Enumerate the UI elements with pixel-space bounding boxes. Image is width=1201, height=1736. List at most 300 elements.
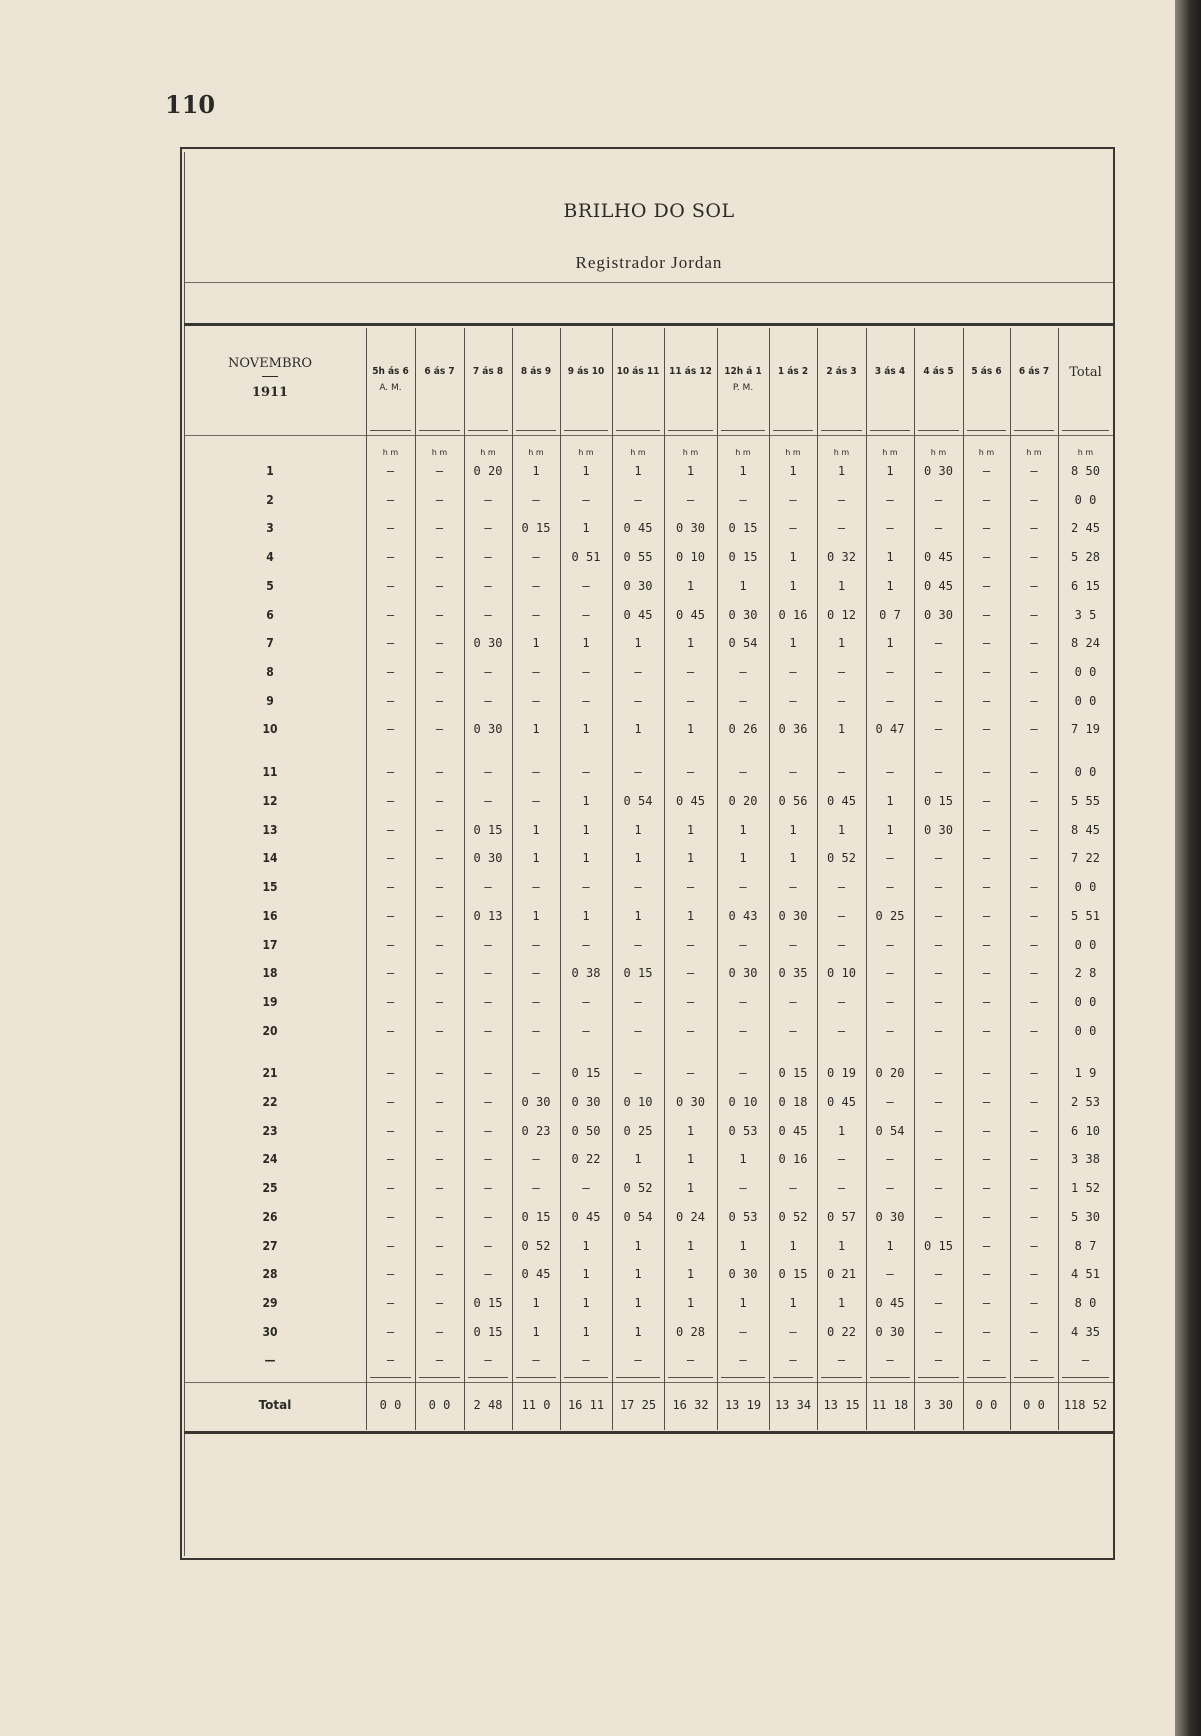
page-number: 110 — [165, 90, 216, 119]
day-label: 12 — [262, 794, 278, 808]
table-cell: — — [837, 521, 846, 536]
header-rule-tick — [516, 430, 556, 431]
table-cell: — — [484, 607, 492, 622]
table-cell: — — [739, 1353, 747, 1368]
table-cell: — — [484, 794, 492, 808]
month-dash — [262, 376, 278, 377]
day-label: 22 — [262, 1095, 278, 1109]
table-cell: 0 45 — [827, 1095, 856, 1109]
table-cell: 1 — [686, 1267, 695, 1282]
table-cell: 1 — [686, 822, 695, 837]
table-cell: — — [739, 664, 747, 679]
table-cell: — — [435, 880, 444, 895]
table-cell: — — [435, 966, 444, 981]
total-cell: 13 34 — [774, 1398, 812, 1412]
total-cell: 0 0 — [975, 1398, 998, 1412]
table-cell: — — [386, 722, 395, 737]
column-header: 8 ás 9 — [520, 366, 552, 377]
day-label: 18 — [262, 966, 278, 981]
column-header: 2 ás 3 — [826, 366, 857, 377]
total-rule-tick — [668, 1377, 713, 1378]
day-label: 20 — [262, 1023, 278, 1038]
table-cell: — — [1030, 1267, 1038, 1282]
day-label: 11 — [262, 765, 278, 780]
table-cell: — — [789, 521, 797, 536]
table-cell: 0 45 — [623, 607, 653, 622]
table-cell: — — [934, 492, 943, 507]
unit-label: h m — [528, 448, 544, 457]
total-cell: 13 19 — [724, 1398, 762, 1412]
table-cell: 1 — [837, 1123, 846, 1138]
table-cell: 1 — [634, 908, 642, 923]
table-cell: — — [532, 937, 540, 952]
table-cell: 3 5 — [1074, 607, 1097, 622]
table-cell: 1 52 — [1071, 1181, 1100, 1196]
total-rule-tick — [721, 1377, 765, 1378]
table-cell: 0 45 — [623, 521, 653, 536]
unit-label: h m — [578, 448, 594, 457]
day-label: 2 — [266, 492, 274, 507]
table-cell: — — [435, 722, 444, 737]
table-cell: 0 51 — [571, 550, 601, 565]
table-cell: 1 — [886, 794, 894, 808]
total-rule-tick — [773, 1377, 813, 1378]
table-cell: — — [532, 1353, 540, 1368]
table-cell: 0 30 — [778, 908, 808, 923]
table-cell: — — [532, 693, 540, 708]
table-cell: 0 30 — [875, 1209, 905, 1224]
total-cell: 17 25 — [619, 1398, 657, 1412]
day-label: 14 — [262, 851, 278, 866]
total-cell: 3 30 — [924, 1398, 953, 1412]
table-cell: — — [789, 765, 797, 780]
table-cell: — — [484, 664, 492, 679]
table-cell: 8 24 — [1071, 636, 1100, 651]
table-cell: — — [582, 492, 590, 507]
table-cell: 1 — [582, 822, 590, 837]
table-cell: — — [982, 464, 991, 478]
table-cell: — — [484, 1066, 492, 1081]
total-rule-tick — [616, 1377, 660, 1378]
table-cell: 0 15 — [623, 966, 653, 981]
table-cell: — — [386, 794, 395, 808]
table-cell: — — [484, 880, 492, 895]
table-cell: — — [435, 1267, 444, 1282]
table-cell: — — [582, 1181, 590, 1196]
table-cell: 0 43 — [728, 908, 758, 923]
table-cell: — — [386, 851, 395, 866]
column-header: 12h á 1 — [724, 366, 762, 377]
table-cell: — — [837, 1353, 846, 1368]
table-cell: — — [886, 1152, 894, 1167]
table-cell: — — [1030, 1353, 1038, 1368]
table-cell: — — [886, 693, 894, 708]
frame-inner-line — [184, 152, 185, 1556]
table-cell: 0 15 — [473, 1295, 503, 1310]
table-cell: 1 — [634, 722, 642, 737]
table-cell: — — [582, 994, 590, 1009]
day-label: 28 — [262, 1267, 278, 1282]
total-cell: 0 0 — [428, 1398, 451, 1412]
table-cell: 0 30 — [676, 521, 705, 536]
table-cell: 0 0 — [1074, 765, 1097, 780]
table-cell: — — [837, 1023, 846, 1038]
table-cell: — — [789, 1181, 797, 1196]
table-cell: — — [934, 851, 943, 866]
table-cell: 1 — [789, 1295, 797, 1310]
table-cell: — — [435, 1023, 444, 1038]
table-cell: 0 15 — [521, 1209, 551, 1224]
table-cell: 0 20 — [728, 794, 758, 808]
table-cell: — — [982, 966, 991, 981]
unit-label: h m — [882, 448, 898, 457]
table-cell: — — [435, 550, 444, 565]
table-cell: — — [934, 693, 943, 708]
table-cell: 0 15 — [924, 794, 953, 808]
table-cell: — — [837, 693, 846, 708]
header-rule-tick — [821, 430, 862, 431]
total-rule-tick — [918, 1377, 959, 1378]
table-cell: 0 32 — [827, 550, 856, 565]
table-cell: — — [484, 1152, 492, 1167]
table-cell: 1 — [532, 722, 540, 737]
table-cell: — — [982, 550, 991, 565]
table-cell: 1 — [739, 1295, 747, 1310]
table-cell: — — [386, 966, 395, 981]
table-cell: — — [982, 1023, 991, 1038]
table-cell: — — [934, 1353, 943, 1368]
table-cell: — — [886, 937, 894, 952]
unit-label: h m — [1026, 448, 1042, 457]
table-cell: 0 23 — [521, 1123, 551, 1138]
table-cell: — — [532, 550, 540, 565]
table-cell: 1 — [532, 1324, 540, 1339]
table-cell: — — [386, 1295, 395, 1310]
table-cell: 0 52 — [827, 851, 856, 866]
unit-label: h m — [785, 448, 801, 457]
table-cell: — — [934, 1267, 943, 1282]
unit-label: h m — [1077, 448, 1094, 457]
total-cell: 118 52 — [1063, 1398, 1108, 1412]
table-cell: 0 21 — [827, 1267, 856, 1282]
table-cell: 1 — [634, 1324, 642, 1339]
column-header: 5 ás 6 — [971, 366, 1002, 377]
table-cell: 0 56 — [778, 794, 808, 808]
table-subtitle: Registrador Jordan — [575, 253, 723, 272]
table-cell: 8 7 — [1074, 1238, 1097, 1253]
table-cell: — — [1030, 1181, 1038, 1196]
table-cell: — — [934, 636, 943, 651]
table-cell: — — [886, 1181, 894, 1196]
header-rule-tick — [564, 430, 608, 431]
table-cell: — — [386, 1353, 395, 1368]
header-rule-tick — [918, 430, 959, 431]
table-cell: — — [686, 937, 695, 952]
table-cell: — — [386, 1238, 395, 1253]
table-cell: — — [386, 1181, 395, 1196]
table-cell: 0 45 — [778, 1123, 808, 1138]
day-label: 8 — [266, 664, 274, 679]
table-cell: — — [1030, 578, 1038, 593]
table-cell: 0 7 — [879, 607, 901, 622]
table-cell: — — [982, 1152, 991, 1167]
table-cell: — — [1030, 1095, 1038, 1109]
table-cell: — — [435, 521, 444, 536]
table-cell: — — [386, 664, 395, 679]
table-cell: — — [837, 1152, 846, 1167]
table-cell: — — [739, 937, 747, 952]
total-rule-tick — [1062, 1377, 1109, 1378]
table-cell: 0 45 — [521, 1267, 551, 1282]
table-cell: — — [484, 1353, 492, 1368]
header-rule-tick — [370, 430, 411, 431]
table-cell: — — [386, 880, 395, 895]
table-cell: 0 54 — [623, 1209, 653, 1224]
table-cell: 0 30 — [875, 1324, 905, 1339]
table-cell: — — [934, 1152, 943, 1167]
table-cell: — — [686, 966, 695, 981]
table-cell: 1 — [634, 1152, 642, 1167]
table-cell: — — [386, 1066, 395, 1081]
column-header: 11 ás 12 — [669, 366, 712, 377]
total-top-rule — [185, 1382, 1113, 1383]
table-cell: 0 30 — [571, 1095, 601, 1109]
table-cell: 0 15 — [473, 822, 503, 837]
table-cell: 0 53 — [728, 1209, 758, 1224]
total-rule-tick — [1014, 1377, 1054, 1378]
table-cell: — — [386, 1123, 395, 1138]
table-cell: — — [982, 521, 991, 536]
table-cell: 0 54 — [728, 636, 758, 651]
total-rule-tick — [419, 1377, 460, 1378]
table-cell: 0 22 — [571, 1152, 601, 1167]
table-cell: — — [739, 765, 747, 780]
table-cell: 1 — [886, 636, 894, 651]
table-cell: — — [582, 607, 590, 622]
table-cell: — — [982, 765, 991, 780]
table-cell: — — [484, 966, 492, 981]
header-bottom-rule — [185, 435, 1113, 436]
table-cell: 1 — [837, 578, 846, 593]
table-cell: 2 8 — [1074, 966, 1097, 981]
book-edge — [1175, 0, 1201, 1736]
day-label: 4 — [266, 550, 274, 565]
total-cell: 2 48 — [473, 1398, 503, 1412]
table-cell: 1 — [886, 1238, 894, 1253]
table-cell: — — [634, 994, 642, 1009]
table-cell: — — [686, 994, 695, 1009]
day-label: 10 — [262, 722, 278, 737]
table-cell: — — [634, 765, 642, 780]
table-cell: 0 10 — [827, 966, 856, 981]
table-cell: 1 — [789, 1238, 797, 1253]
total-cell: 0 0 — [1023, 1398, 1045, 1412]
table-cell: — — [484, 550, 492, 565]
table-cell: — — [532, 1066, 540, 1081]
table-cell: 5 28 — [1071, 550, 1100, 565]
table-cell: — — [634, 880, 642, 895]
table-cell: — — [532, 1152, 540, 1167]
table-cell: 0 0 — [1074, 994, 1097, 1009]
table-cell: — — [1030, 937, 1038, 952]
table-cell: 1 — [634, 822, 642, 837]
table-cell: 1 — [686, 1123, 695, 1138]
table-cell: — — [634, 492, 642, 507]
table-cell: — — [532, 765, 540, 780]
table-cell: — — [435, 1095, 444, 1109]
table-cell: 0 15 — [571, 1066, 601, 1081]
table-cell: — — [634, 664, 642, 679]
table-cell: 1 — [739, 464, 747, 478]
table-cell: — — [886, 994, 894, 1009]
table-cell: 0 15 — [521, 521, 551, 536]
day-label: 13 — [262, 822, 278, 837]
table-cell: 1 — [789, 464, 797, 478]
table-cell: 0 15 — [728, 550, 758, 565]
table-cell: 0 45 — [924, 550, 953, 565]
table-cell: 0 30 — [473, 851, 503, 866]
table-cell: — — [484, 994, 492, 1009]
table-cell: 0 52 — [521, 1238, 551, 1253]
table-cell: 1 — [532, 908, 540, 923]
table-cell: — — [435, 1324, 444, 1339]
table-cell: 1 — [686, 1152, 695, 1167]
total-rule-tick — [870, 1377, 910, 1378]
table-cell: 0 36 — [778, 722, 808, 737]
table-cell: — — [982, 937, 991, 952]
day-label: 27 — [262, 1238, 278, 1253]
column-header: Total — [1069, 365, 1102, 380]
table-cell: 0 10 — [728, 1095, 758, 1109]
table-cell: — — [582, 880, 590, 895]
table-cell: — — [532, 794, 540, 808]
table-cell: 1 — [789, 578, 797, 593]
table-cell: 0 53 — [728, 1123, 758, 1138]
table-cell: — — [532, 1023, 540, 1038]
table-cell: 0 18 — [778, 1095, 808, 1109]
day-label: 7 — [266, 636, 274, 651]
table-cell: 1 — [789, 822, 797, 837]
table-cell: 0 52 — [623, 1181, 653, 1196]
table-cell: — — [1030, 966, 1038, 981]
unit-label: h m — [833, 448, 850, 457]
table-cell: — — [1030, 1023, 1038, 1038]
table-cell: — — [435, 765, 444, 780]
table-cell: 0 22 — [827, 1324, 856, 1339]
table-cell: — — [582, 1023, 590, 1038]
table-cell: — — [1081, 1353, 1090, 1368]
table-cell: — — [934, 994, 943, 1009]
unit-label: h m — [382, 448, 399, 457]
table-cell: — — [435, 851, 444, 866]
table-cell: — — [435, 1209, 444, 1224]
table-cell: — — [789, 1324, 797, 1339]
table-cell: — — [789, 937, 797, 952]
table-cell: — — [1030, 908, 1038, 923]
table-cell: — — [982, 722, 991, 737]
table-cell: 0 15 — [473, 1324, 503, 1339]
table-cell: — — [532, 966, 540, 981]
table-cell: 1 — [634, 464, 642, 478]
table-cell: — — [982, 1238, 991, 1253]
day-label: 29 — [262, 1295, 278, 1310]
column-header: 10 ás 11 — [616, 366, 660, 377]
table-cell: — — [934, 937, 943, 952]
table-cell: — — [1030, 1123, 1038, 1138]
table-cell: — — [789, 1353, 797, 1368]
table-cell: — — [982, 1324, 991, 1339]
table-cell: — — [789, 994, 797, 1009]
column-header-sub: A. M. — [379, 383, 402, 393]
table-cell: — — [435, 937, 444, 952]
table-cell: 5 55 — [1071, 794, 1100, 808]
table-cell: — — [739, 994, 747, 1009]
table-cell: — — [1030, 492, 1038, 507]
table-cell: — — [789, 880, 797, 895]
table-cell: — — [484, 521, 492, 536]
day-label: — — [264, 1353, 276, 1368]
table-cell: — — [435, 664, 444, 679]
table-cell: 0 54 — [875, 1123, 905, 1138]
table-cell: 1 — [739, 578, 747, 593]
day-label: 30 — [262, 1324, 278, 1339]
table-cell: 1 — [837, 1238, 846, 1253]
table-cell: 0 24 — [676, 1209, 705, 1224]
table-cell: — — [582, 693, 590, 708]
table-cell: 0 30 — [924, 464, 953, 478]
table-cell: — — [484, 1181, 492, 1196]
table-cell: 1 — [582, 521, 590, 536]
table-cell: — — [886, 664, 894, 679]
table-cell: 1 — [886, 578, 894, 593]
table-cell: 1 — [634, 1238, 642, 1253]
table-cell: 0 15 — [924, 1238, 953, 1253]
day-label: 21 — [262, 1066, 278, 1081]
table-cell: 1 — [532, 464, 540, 478]
table-cell: 0 16 — [778, 1152, 808, 1167]
table-cell: 0 20 — [473, 464, 503, 478]
table-cell: — — [386, 908, 395, 923]
unit-label: h m — [930, 448, 947, 457]
table-cell: — — [386, 636, 395, 651]
table-cell: — — [886, 966, 894, 981]
table-cell: 0 30 — [473, 722, 503, 737]
day-label: 16 — [262, 908, 278, 923]
table-cell: — — [435, 908, 444, 923]
table-cell: 5 30 — [1071, 1209, 1100, 1224]
table-cell: — — [686, 1023, 695, 1038]
table-cell: 1 — [582, 1267, 590, 1282]
table-cell: — — [982, 578, 991, 593]
table-cell: — — [1030, 851, 1038, 866]
table-cell: — — [582, 664, 590, 679]
column-header: 6 ás 7 — [424, 366, 455, 377]
table-cell: — — [1030, 822, 1038, 837]
table-cell: — — [837, 492, 846, 507]
table-cell: — — [789, 664, 797, 679]
table-cell: — — [386, 464, 395, 478]
table-cell: 0 30 — [728, 966, 758, 981]
table-cell: — — [982, 1095, 991, 1109]
table-cell: 1 — [634, 1267, 642, 1282]
table-cell: 0 45 — [875, 1295, 905, 1310]
table-cell: — — [1030, 1238, 1038, 1253]
table-cell: 2 53 — [1071, 1095, 1100, 1109]
table-cell: — — [484, 1023, 492, 1038]
table-cell: 0 25 — [623, 1123, 653, 1138]
table-cell: — — [386, 1152, 395, 1167]
table-cell: — — [1030, 1066, 1038, 1081]
